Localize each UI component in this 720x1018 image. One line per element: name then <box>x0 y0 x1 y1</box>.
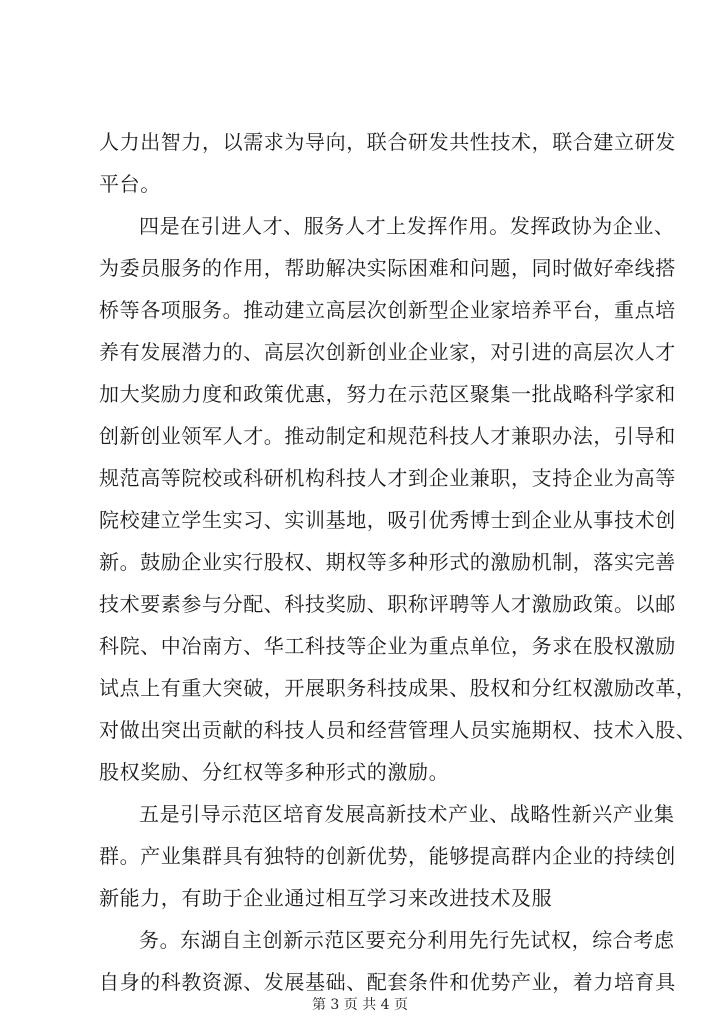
text-line: 为委员服务的作用，帮助解决实际困难和问题，同时做好牵线搭 <box>99 256 676 280</box>
text-line: 群。产业集群具有独特的创新优势，能够提高群内企业的持续创 <box>99 844 676 868</box>
paragraph-start-line: 四是在引进人才、服务人才上发挥作用。发挥政协为企业、 <box>139 214 675 238</box>
text-line: 股权奖励、分红权等多种形式的激励。 <box>99 760 450 784</box>
paragraph-start-line: 五是引导示范区培育发展高新技术产业、战略性新兴产业集 <box>139 802 675 826</box>
paragraph-start-line: 务。东湖自主创新示范区要充分利用先行先试权，综合考虑 <box>139 928 675 952</box>
text-line: 试点上有重大突破，开展职务科技成果、股权和分红权激励改革， <box>99 676 697 700</box>
text-line: 加大奖励力度和政策优惠，努力在示范区聚集一批战略科学家和 <box>99 382 676 406</box>
text-line: 人力出智力，以需求为导向，联合研发共性技术，联合建立研发 <box>99 130 676 154</box>
text-line: 科院、中冶南方、华工科技等企业为重点单位，务求在股权激励 <box>99 634 676 658</box>
text-line: 规范高等院校或科研机构科技人才到企业兼职，支持企业为高等 <box>99 466 676 490</box>
text-line: 桥等各项服务。推动建立高层次创新型企业家培养平台，重点培 <box>99 298 676 322</box>
text-line: 自身的科教资源、发展基础、配套条件和优势产业，着力培育具 <box>99 970 676 994</box>
text-line: 院校建立学生实习、实训基地，吸引优秀博士到企业从事技术创 <box>99 508 676 532</box>
text-line: 新。鼓励企业实行股权、期权等多种形式的激励机制，落实完善 <box>99 550 676 574</box>
page-footer: 第 3 页 共 4 页 <box>311 997 409 1013</box>
text-line: 创新创业领军人才。推动制定和规范科技人才兼职办法，引导和 <box>99 424 676 448</box>
text-line: 对做出突出贡献的科技人员和经营管理人员实施期权、技术入股、 <box>99 718 697 742</box>
text-line: 平台。 <box>99 172 161 196</box>
text-line: 新能力，有助于企业通过相互学习来改进技术及服 <box>99 886 553 910</box>
text-line: 技术要素参与分配、科技奖励、职称评聘等人才激励政策。以邮 <box>99 592 676 616</box>
text-line: 养有发展潜力的、高层次创新创业企业家，对引进的高层次人才 <box>99 340 676 364</box>
